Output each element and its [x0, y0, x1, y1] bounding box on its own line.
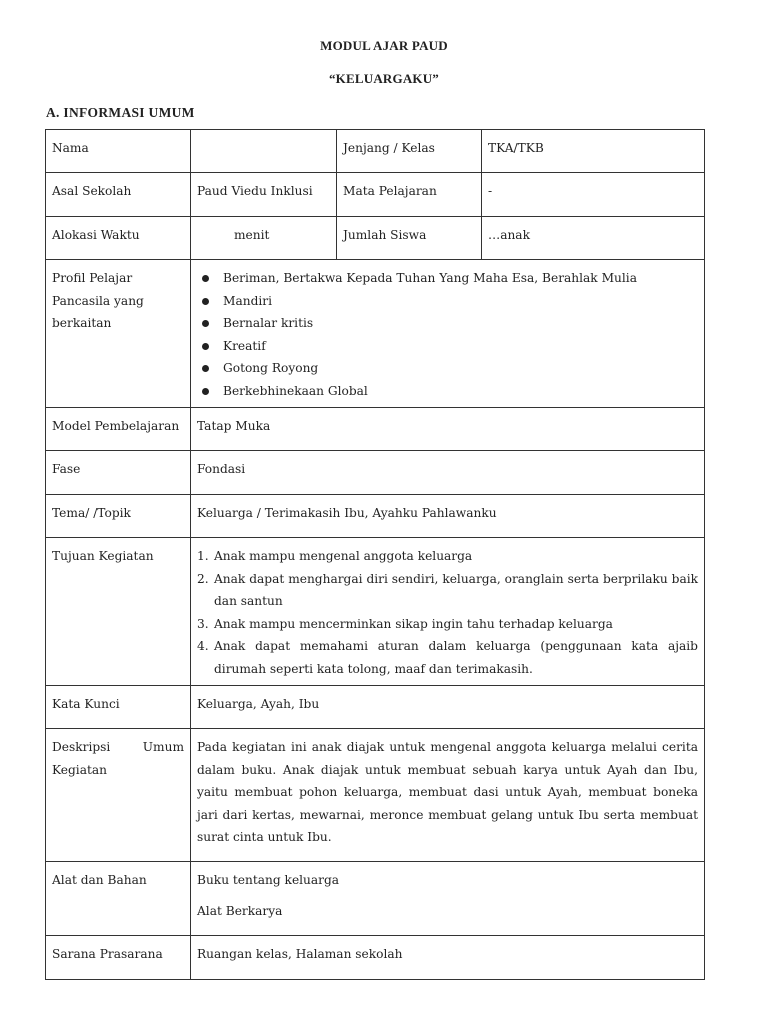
table-row: [46, 936, 705, 980]
table-row: [46, 130, 705, 173]
info-table: [45, 129, 705, 980]
list-text: Anak mampu mencerminkan sikap ingin tahu terhadap keluarga: [214, 616, 613, 631]
list-number: 4.: [197, 639, 209, 653]
list-text: Anak mampu mengenal anggota keluarga: [214, 549, 473, 563]
list-number: 3.: [197, 616, 209, 631]
tujuan-label: Tujuan Kegiatan: [46, 538, 191, 686]
list-item: [197, 568, 698, 613]
model-value: Tatap Muka: [191, 408, 705, 451]
document-title: MODUL AJAR PAUD: [320, 38, 448, 53]
tujuan-list: [197, 545, 698, 680]
deskripsi-label-word: Deskripsi: [52, 740, 111, 754]
alat-cell: [191, 862, 705, 936]
list-number: 1.: [197, 549, 209, 563]
deskripsi-label-word: Kegiatan: [52, 762, 107, 777]
profil-cell: [191, 260, 705, 408]
jenjang-value: TKA/TKB: [482, 130, 705, 173]
table-row: [46, 451, 705, 495]
alat-item: Alat Berkarya: [197, 903, 283, 918]
tema-value: Keluarga / Terimakasih Ibu, Ayahku Pahlawanku: [191, 495, 705, 538]
list-item: Kreatif: [197, 335, 698, 358]
list-item: Bernalar kritis: [197, 312, 698, 335]
fase-value: Fondasi: [191, 451, 705, 495]
jumlah-label: Jumlah Siswa: [337, 217, 482, 260]
profil-label: Profil Pelajar Pancasila yang berkaitan: [46, 260, 191, 408]
list-text: Anak dapat memahami aturan dalam keluarga (penggunaan kata ajaib dirumah seperti kata tolong, maaf dan terimakasih.: [214, 639, 698, 676]
fase-label: Fase: [46, 451, 191, 495]
deskripsi-value: Pada kegiatan ini anak diajak untuk mengenal anggota keluarga melalui cerita dalam buku. Anak diajak untuk membuat sebuah karya untuk Ayah dan Ibu, yaitu membuat pohon keluarga, membuat dasi untuk Ayah, membuat boneka jari dari kertas, mewarnai, meronce membuat gelang untuk Ibu serta membuat surat cinta untuk Ibu.: [191, 729, 705, 862]
list-text: Anak dapat menghargai diri sendiri, keluarga, oranglain serta berprilaku baik dan santun: [214, 571, 698, 608]
nama-value: [191, 130, 337, 173]
alat-label: Alat dan Bahan: [46, 862, 191, 936]
tema-label: Tema/ /Topik: [46, 495, 191, 538]
model-label: Model Pembelajaran: [46, 408, 191, 451]
table-row: [46, 173, 705, 217]
table-row: [46, 538, 705, 686]
kunci-value: Keluarga, Ayah, Ibu: [191, 686, 705, 729]
list-item: [197, 545, 698, 568]
alokasi-value: menit: [234, 228, 270, 242]
alat-item: Buku tentang keluarga: [197, 873, 340, 887]
tujuan-cell: [191, 538, 705, 686]
kunci-label: Kata Kunci: [46, 686, 191, 729]
table-row: [46, 862, 705, 936]
mapel-label: Mata Pelajaran: [337, 173, 482, 217]
deskripsi-label-line: [52, 736, 184, 759]
table-row: [46, 495, 705, 538]
list-number: 2.: [197, 571, 209, 586]
deskripsi-label-word: Umum: [142, 740, 184, 754]
list-item: Berkebhinekaan Global: [197, 380, 698, 403]
list-item: Beriman, Bertakwa Kepada Tuhan Yang Maha Esa, Berahlak Mulia: [197, 267, 698, 290]
asal-value: Paud Viedu Inklusi: [191, 173, 337, 217]
nama-label: Nama: [46, 130, 191, 173]
list-item: Gotong Royong: [197, 357, 698, 380]
table-row: [46, 729, 705, 862]
document-subtitle: “KELUARGAKU”: [328, 71, 440, 86]
jenjang-label: Jenjang / Kelas: [337, 130, 482, 173]
table-row: [46, 217, 705, 260]
table-row: [46, 260, 705, 408]
sarana-value: Ruangan kelas, Halaman sekolah: [191, 936, 705, 980]
mapel-value: -: [482, 173, 705, 217]
list-item: [197, 635, 698, 680]
table-row: [46, 408, 705, 451]
section-heading: A. INFORMASI UMUM: [46, 105, 195, 120]
list-item: Mandiri: [197, 290, 698, 313]
jumlah-value: …anak: [482, 217, 705, 260]
profil-list: [197, 267, 698, 402]
alokasi-cell: [191, 217, 337, 260]
list-item: [197, 613, 698, 636]
sarana-label: Sarana Prasarana: [46, 936, 191, 980]
asal-label: Asal Sekolah: [46, 173, 191, 217]
deskripsi-label: [46, 729, 191, 862]
table-row: [46, 686, 705, 729]
alokasi-label: Alokasi Waktu: [46, 217, 191, 260]
